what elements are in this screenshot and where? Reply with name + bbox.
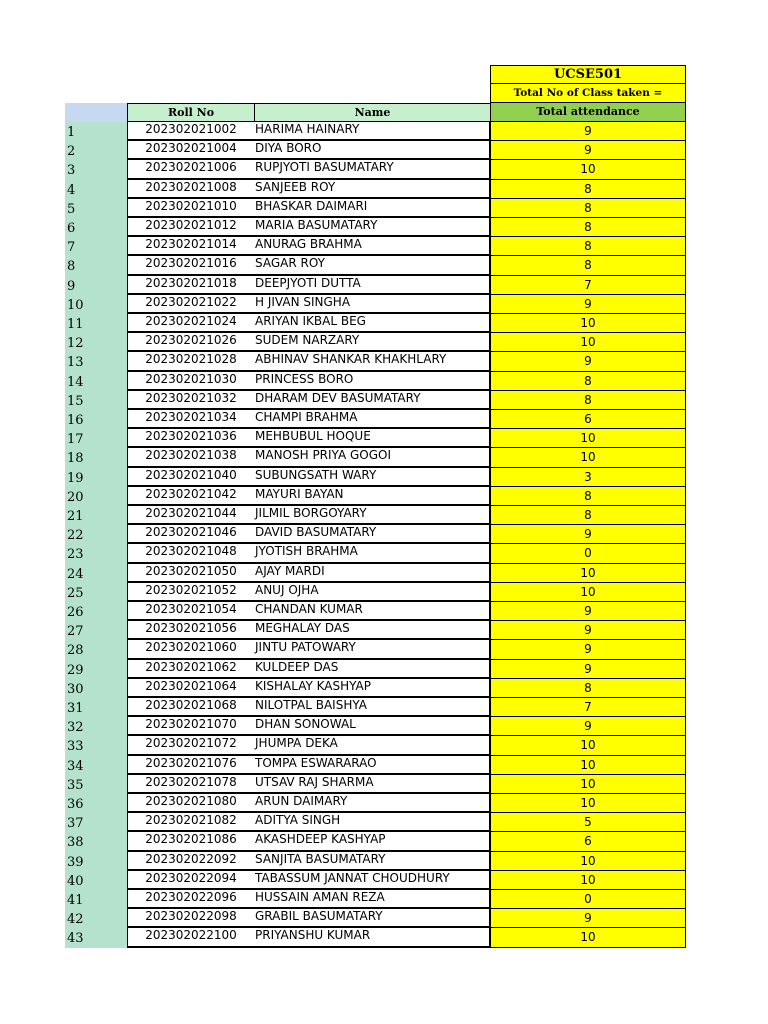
attendance-cell[interactable]: 9 (490, 352, 686, 371)
attendance-cell[interactable]: 8 (490, 372, 686, 391)
attendance-cell[interactable]: 6 (490, 410, 686, 429)
serial-number-cell[interactable]: 6 (65, 218, 127, 237)
serial-number-cell[interactable]: 10 (65, 295, 127, 314)
total-classes-label[interactable]: Total No of Class taken = (490, 84, 686, 103)
serial-number-cell[interactable]: 23 (65, 544, 127, 563)
roll-no-cell[interactable]: 202302021076 (127, 756, 255, 775)
attendance-cell[interactable]: 10 (490, 564, 686, 583)
attendance-cell[interactable]: 8 (490, 679, 686, 698)
student-name-cell[interactable]: HARIMA HAINARY (254, 122, 491, 141)
attendance-cell[interactable]: 9 (490, 909, 686, 928)
name-column-header[interactable]: Name (254, 103, 491, 122)
serial-number-cell[interactable]: 32 (65, 717, 127, 736)
roll-no-cell[interactable]: 202302021012 (127, 218, 255, 237)
serial-number-cell[interactable]: 30 (65, 679, 127, 698)
roll-no-cell[interactable]: 202302021064 (127, 679, 255, 698)
attendance-cell[interactable]: 6 (490, 832, 686, 851)
student-name-cell[interactable]: MAYURI BAYAN (254, 487, 491, 506)
roll-no-cell[interactable]: 202302021030 (127, 372, 255, 391)
roll-no-cell[interactable]: 202302021010 (127, 199, 255, 218)
roll-no-cell[interactable]: 202302021038 (127, 448, 255, 467)
roll-no-cell[interactable]: 202302022100 (127, 928, 255, 947)
roll-no-cell[interactable]: 202302022096 (127, 890, 255, 909)
roll-no-cell[interactable]: 202302021052 (127, 583, 255, 602)
serial-number-cell[interactable]: 29 (65, 660, 127, 679)
serial-number-cell[interactable]: 8 (65, 256, 127, 275)
roll-no-cell[interactable]: 202302021016 (127, 256, 255, 275)
attendance-cell[interactable]: 10 (490, 756, 686, 775)
student-name-cell[interactable]: MEHBUBUL HOQUE (254, 429, 491, 448)
roll-no-cell[interactable]: 202302022092 (127, 852, 255, 871)
student-name-cell[interactable]: DHARAM DEV BASUMATARY (254, 391, 491, 410)
serial-number-cell[interactable]: 34 (65, 756, 127, 775)
student-name-cell[interactable]: HUSSAIN AMAN REZA (254, 890, 491, 909)
serial-number-cell[interactable]: 7 (65, 237, 127, 256)
student-name-cell[interactable]: TOMPA ESWARARAO (254, 756, 491, 775)
roll-no-cell[interactable]: 202302021046 (127, 525, 255, 544)
student-name-cell[interactable]: JINTU PATOWARY (254, 640, 491, 659)
roll-no-cell[interactable]: 202302021024 (127, 314, 255, 333)
attendance-cell[interactable]: 9 (490, 640, 686, 659)
roll-no-cell[interactable]: 202302021054 (127, 602, 255, 621)
student-name-cell[interactable]: ABHINAV SHANKAR KHAKHLARY (254, 352, 491, 371)
student-name-cell[interactable]: MANOSH PRIYA GOGOI (254, 448, 491, 467)
serial-number-cell[interactable]: 16 (65, 410, 127, 429)
student-name-cell[interactable]: CHANDAN KUMAR (254, 602, 491, 621)
serial-number-cell[interactable]: 25 (65, 583, 127, 602)
serial-number-cell[interactable]: 11 (65, 314, 127, 333)
student-name-cell[interactable]: KULDEEP DAS (254, 660, 491, 679)
attendance-cell[interactable]: 10 (490, 775, 686, 794)
student-name-cell[interactable]: DIYA BORO (254, 141, 491, 160)
roll-no-cell[interactable]: 202302021002 (127, 122, 255, 141)
attendance-cell[interactable]: 0 (490, 544, 686, 563)
student-name-cell[interactable]: JYOTISH BRAHMA (254, 544, 491, 563)
student-name-cell[interactable]: ADITYA SINGH (254, 813, 491, 832)
student-name-cell[interactable]: AKASHDEEP KASHYAP (254, 832, 491, 851)
student-name-cell[interactable]: MEGHALAY DAS (254, 621, 491, 640)
attendance-cell[interactable]: 10 (490, 871, 686, 890)
attendance-cell[interactable]: 9 (490, 525, 686, 544)
roll-no-cell[interactable]: 202302021042 (127, 487, 255, 506)
attendance-cell[interactable]: 8 (490, 180, 686, 199)
attendance-cell[interactable]: 7 (490, 276, 686, 295)
roll-no-cell[interactable]: 202302021008 (127, 180, 255, 199)
student-name-cell[interactable]: ANURAG BRAHMA (254, 237, 491, 256)
student-name-cell[interactable]: DEEPJYOTI DUTTA (254, 276, 491, 295)
attendance-cell[interactable]: 10 (490, 429, 686, 448)
serial-header-cell[interactable] (65, 103, 127, 122)
serial-number-cell[interactable]: 4 (65, 180, 127, 199)
serial-number-cell[interactable]: 31 (65, 698, 127, 717)
roll-no-cell[interactable]: 202302021050 (127, 564, 255, 583)
student-name-cell[interactable]: KISHALAY KASHYAP (254, 679, 491, 698)
serial-number-cell[interactable]: 41 (65, 890, 127, 909)
attendance-cell[interactable]: 10 (490, 333, 686, 352)
roll-no-cell[interactable]: 202302021026 (127, 333, 255, 352)
serial-number-cell[interactable]: 38 (65, 832, 127, 851)
serial-number-cell[interactable]: 9 (65, 276, 127, 295)
attendance-cell[interactable]: 8 (490, 199, 686, 218)
serial-number-cell[interactable]: 42 (65, 909, 127, 928)
student-name-cell[interactable]: ANUJ OJHA (254, 583, 491, 602)
attendance-cell[interactable]: 8 (490, 218, 686, 237)
student-name-cell[interactable]: MARIA BASUMATARY (254, 218, 491, 237)
student-name-cell[interactable]: JILMIL BORGOYARY (254, 506, 491, 525)
attendance-cell[interactable]: 10 (490, 852, 686, 871)
attendance-cell[interactable]: 9 (490, 122, 686, 141)
roll-no-cell[interactable]: 202302021032 (127, 391, 255, 410)
attendance-cell[interactable]: 9 (490, 141, 686, 160)
serial-number-cell[interactable]: 43 (65, 928, 127, 947)
attendance-cell[interactable]: 10 (490, 583, 686, 602)
attendance-cell[interactable]: 10 (490, 794, 686, 813)
student-name-cell[interactable]: CHAMPI BRAHMA (254, 410, 491, 429)
serial-number-cell[interactable]: 36 (65, 794, 127, 813)
roll-no-cell[interactable]: 202302021006 (127, 160, 255, 179)
serial-number-cell[interactable]: 35 (65, 775, 127, 794)
student-name-cell[interactable]: DAVID BASUMATARY (254, 525, 491, 544)
attendance-cell[interactable]: 9 (490, 621, 686, 640)
student-name-cell[interactable]: NILOTPAL BAISHYA (254, 698, 491, 717)
attendance-cell[interactable]: 8 (490, 237, 686, 256)
roll-no-cell[interactable]: 202302021078 (127, 775, 255, 794)
serial-number-cell[interactable]: 17 (65, 429, 127, 448)
serial-number-cell[interactable]: 12 (65, 333, 127, 352)
serial-number-cell[interactable]: 3 (65, 160, 127, 179)
attendance-cell[interactable]: 9 (490, 602, 686, 621)
attendance-cell[interactable]: 10 (490, 314, 686, 333)
serial-number-cell[interactable]: 27 (65, 621, 127, 640)
roll-no-cell[interactable]: 202302021022 (127, 295, 255, 314)
roll-no-cell[interactable]: 202302021056 (127, 621, 255, 640)
roll-no-cell[interactable]: 202302022094 (127, 871, 255, 890)
roll-no-cell[interactable]: 202302021048 (127, 544, 255, 563)
roll-no-cell[interactable]: 202302021062 (127, 660, 255, 679)
student-name-cell[interactable]: SUDEM NARZARY (254, 333, 491, 352)
roll-no-cell[interactable]: 202302021040 (127, 468, 255, 487)
roll-no-cell[interactable]: 202302021060 (127, 640, 255, 659)
course-code-header[interactable]: UCSE501 (490, 65, 686, 84)
serial-number-cell[interactable]: 20 (65, 487, 127, 506)
serial-number-cell[interactable]: 37 (65, 813, 127, 832)
attendance-cell[interactable]: 7 (490, 698, 686, 717)
attendance-cell[interactable]: 8 (490, 506, 686, 525)
serial-number-cell[interactable]: 14 (65, 372, 127, 391)
student-name-cell[interactable]: SUBUNGSATH WARY (254, 468, 491, 487)
student-name-cell[interactable]: GRABIL BASUMATARY (254, 909, 491, 928)
student-name-cell[interactable]: ARIYAN IKBAL BEG (254, 314, 491, 333)
attendance-cell[interactable]: 10 (490, 160, 686, 179)
student-name-cell[interactable]: UTSAV RAJ SHARMA (254, 775, 491, 794)
student-name-cell[interactable]: DHAN SONOWAL (254, 717, 491, 736)
attendance-cell[interactable]: 5 (490, 813, 686, 832)
student-name-cell[interactable]: AJAY MARDI (254, 564, 491, 583)
serial-number-cell[interactable]: 24 (65, 564, 127, 583)
roll-no-cell[interactable]: 202302021004 (127, 141, 255, 160)
roll-no-cell[interactable]: 202302021036 (127, 429, 255, 448)
serial-number-cell[interactable]: 21 (65, 506, 127, 525)
serial-number-cell[interactable]: 28 (65, 640, 127, 659)
attendance-cell[interactable]: 8 (490, 391, 686, 410)
attendance-cell[interactable]: 9 (490, 660, 686, 679)
roll-no-cell[interactable]: 202302021018 (127, 276, 255, 295)
serial-number-cell[interactable]: 15 (65, 391, 127, 410)
roll-no-cell[interactable]: 202302021034 (127, 410, 255, 429)
serial-number-cell[interactable]: 40 (65, 871, 127, 890)
attendance-cell[interactable]: 9 (490, 717, 686, 736)
attendance-cell[interactable]: 3 (490, 468, 686, 487)
roll-no-cell[interactable]: 202302021082 (127, 813, 255, 832)
roll-no-cell[interactable]: 202302021014 (127, 237, 255, 256)
serial-number-cell[interactable]: 2 (65, 141, 127, 160)
attendance-cell[interactable]: 10 (490, 448, 686, 467)
serial-number-cell[interactable]: 33 (65, 736, 127, 755)
roll-no-cell[interactable]: 202302021068 (127, 698, 255, 717)
roll-no-cell[interactable]: 202302022098 (127, 909, 255, 928)
student-name-cell[interactable]: JHUMPA DEKA (254, 736, 491, 755)
serial-number-cell[interactable]: 13 (65, 352, 127, 371)
student-name-cell[interactable]: PRINCESS BORO (254, 372, 491, 391)
roll-no-cell[interactable]: 202302021072 (127, 736, 255, 755)
roll-no-cell[interactable]: 202302021086 (127, 832, 255, 851)
roll-no-cell[interactable]: 202302021080 (127, 794, 255, 813)
student-name-cell[interactable]: SAGAR ROY (254, 256, 491, 275)
student-name-cell[interactable]: TABASSUM JANNAT CHOUDHURY (254, 871, 491, 890)
serial-number-cell[interactable]: 1 (65, 122, 127, 141)
attendance-cell[interactable]: 8 (490, 256, 686, 275)
roll-no-column-header[interactable]: Roll No (127, 103, 255, 122)
roll-no-cell[interactable]: 202302021028 (127, 352, 255, 371)
attendance-column-header[interactable]: Total attendance (490, 103, 686, 122)
student-name-cell[interactable]: BHASKAR DAIMARI (254, 199, 491, 218)
attendance-cell[interactable]: 10 (490, 928, 686, 947)
roll-no-cell[interactable]: 202302021044 (127, 506, 255, 525)
student-name-cell[interactable]: SANJEEB ROY (254, 180, 491, 199)
student-name-cell[interactable]: PRIYANSHU KUMAR (254, 928, 491, 947)
serial-number-cell[interactable]: 18 (65, 448, 127, 467)
serial-number-cell[interactable]: 5 (65, 199, 127, 218)
attendance-cell[interactable]: 8 (490, 487, 686, 506)
serial-number-cell[interactable]: 22 (65, 525, 127, 544)
student-name-cell[interactable]: ARUN DAIMARY (254, 794, 491, 813)
student-name-cell[interactable]: RUPJYOTI BASUMATARY (254, 160, 491, 179)
roll-no-cell[interactable]: 202302021070 (127, 717, 255, 736)
attendance-cell[interactable]: 10 (490, 736, 686, 755)
serial-number-cell[interactable]: 26 (65, 602, 127, 621)
student-name-cell[interactable]: SANJITA BASUMATARY (254, 852, 491, 871)
attendance-cell[interactable]: 9 (490, 295, 686, 314)
serial-number-cell[interactable]: 19 (65, 468, 127, 487)
serial-number-cell[interactable]: 39 (65, 852, 127, 871)
attendance-cell[interactable]: 0 (490, 890, 686, 909)
student-name-cell[interactable]: H JIVAN SINGHA (254, 295, 491, 314)
